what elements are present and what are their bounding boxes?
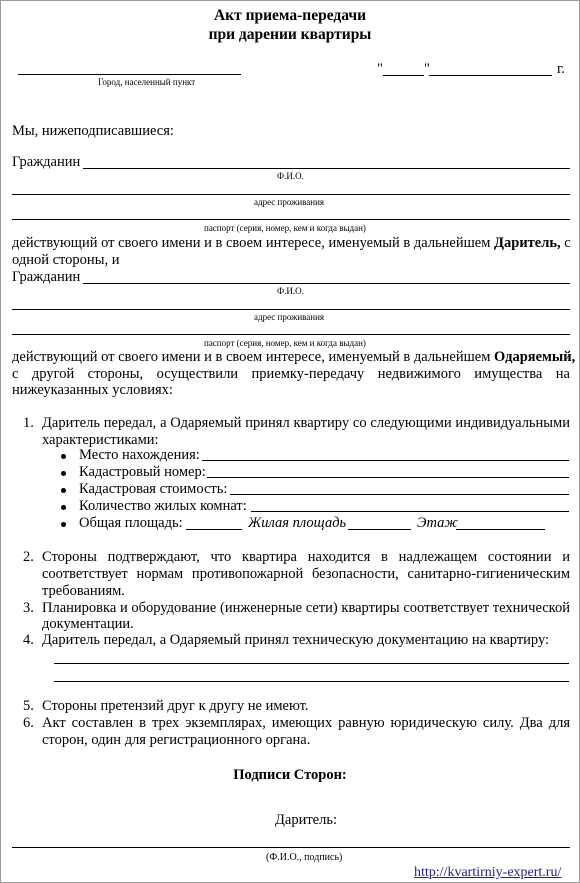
item-4-text-line-1: Даритель передал, а Одаряемый принял техническую документацию на квартиру: [42, 632, 550, 648]
date-month-year-line [429, 75, 552, 76]
item-6-text-line-2: сторон, один для регистрационного органа. [42, 732, 311, 748]
signatures-title: Подписи Сторон: [233, 767, 347, 783]
intro-text: Мы, нижеподписавшиеся: [12, 123, 174, 139]
field-living-area-line [348, 529, 411, 530]
watermark-link[interactable]: http://kvartirniy-expert.ru/ [414, 865, 562, 880]
recipient-definition-line-3: нижеуказанных условиях: [12, 382, 173, 398]
citizen-2-fio-line [83, 283, 570, 284]
citizen-2-address-line [12, 309, 570, 310]
citizen-1-fio-caption: Ф.И.О. [277, 171, 304, 181]
field-cadastral-number-line [207, 477, 569, 478]
field-floor-label: Этаж [417, 515, 458, 531]
document-title-line-2: при дарении квартиры [208, 26, 372, 43]
date-quote-close: " [424, 61, 430, 77]
item-1-text-line-1: Даритель передал, а Одаряемый принял квартиру со следующими индивидуальными [42, 415, 570, 431]
city-caption: Город, населенный пункт [98, 77, 196, 87]
signature-caption: (Ф.И.О., подпись) [266, 852, 343, 863]
item-4-blank-line-2 [54, 681, 569, 682]
item-5-text-line-1: Стороны претензий друг к другу не имеют. [42, 698, 309, 714]
item-4-number: 4. [23, 632, 34, 648]
field-location-line [202, 460, 569, 461]
city-blank-line [18, 74, 241, 75]
recipient-name: Одаряемый, [494, 349, 576, 365]
citizen-2-label: Гражданин [12, 269, 81, 285]
donor-name: Даритель, [494, 235, 561, 251]
citizen-1-passport-line [12, 219, 570, 220]
recipient-definition-line-1: действующий от своего имени и в своем интересе, именуемый в дальнейшем Одаряемый, [12, 349, 576, 365]
item-2-text-line-2: соответствует нормам противопожарной безопасности, санитарно-гигиеническим [42, 566, 570, 582]
bullet-icon [61, 522, 66, 527]
field-location-label: Место нахождения: [79, 447, 200, 463]
field-cadastral-number-label: Кадастровый номер: [79, 464, 206, 480]
donor-definition-line-1: действующий от своего имени и в своем интересе, именуемый в дальнейшем Даритель, с [12, 235, 571, 251]
field-cadastral-value-line [230, 494, 569, 495]
field-cadastral-value-label: Кадастровая стоимость: [79, 481, 228, 497]
item-6-number: 6. [23, 715, 34, 731]
citizen-1-passport-caption: паспорт (серия, номер, кем и когда выдан) [204, 223, 366, 233]
field-total-area-line [186, 529, 242, 530]
citizen-2-fio-caption: Ф.И.О. [277, 286, 304, 296]
field-total-area-label: Общая площадь: [79, 515, 183, 531]
date-quote-open: " [377, 61, 383, 77]
citizen-1-fio-line [83, 168, 570, 169]
field-floor-line [456, 529, 545, 530]
citizen-2-address-caption: адрес проживания [254, 312, 325, 322]
item-5-number: 5. [23, 698, 34, 714]
item-1-text-line-2: характеристиками: [42, 432, 159, 448]
item-1-number: 1. [23, 415, 34, 431]
item-2-number: 2. [23, 549, 34, 565]
field-rooms-label: Количество жилых комнат: [79, 498, 247, 514]
citizen-1-address-caption: адрес проживания [254, 197, 325, 207]
bullet-icon [61, 454, 66, 459]
field-living-area-label: Жилая площадь [248, 515, 347, 531]
item-2-text-line-1: Стороны подтверждают, что квартира находится в надлежащем состоянии и [42, 549, 570, 565]
date-day-line [383, 75, 424, 76]
bullet-icon [61, 505, 66, 510]
item-3-number: 3. [23, 600, 34, 616]
date-year-suffix: г. [557, 61, 565, 77]
donor-definition-line-2: одной стороны, и [12, 252, 120, 268]
item-3-text-line-1: Планировка и оборудование (инженерные сети) квартиры соответствует технической [42, 600, 570, 616]
bullet-icon [61, 471, 66, 476]
citizen-1-address-line [12, 194, 570, 195]
bullet-icon [61, 488, 66, 493]
item-4-blank-line-1 [54, 663, 569, 664]
citizen-1-label: Гражданин [12, 154, 81, 170]
document-title-line-1: Акт приема-передачи [213, 7, 367, 24]
item-2-text-line-3: требованиям. [42, 583, 125, 599]
donor-signature-label: Даритель: [275, 812, 337, 828]
citizen-2-passport-caption: паспорт (серия, номер, кем и когда выдан) [204, 338, 366, 348]
item-3-text-line-2: документации. [42, 616, 134, 632]
recipient-definition-line-2: с другой стороны, осуществили приемку-передачу недвижимого имущества на [12, 366, 570, 382]
donor-signature-line [12, 847, 570, 848]
field-rooms-line [251, 511, 569, 512]
citizen-2-passport-line [12, 334, 570, 335]
item-6-text-line-1: Акт составлен в трех экземплярах, имеющих равную юридическую силу. Два для [42, 715, 570, 731]
